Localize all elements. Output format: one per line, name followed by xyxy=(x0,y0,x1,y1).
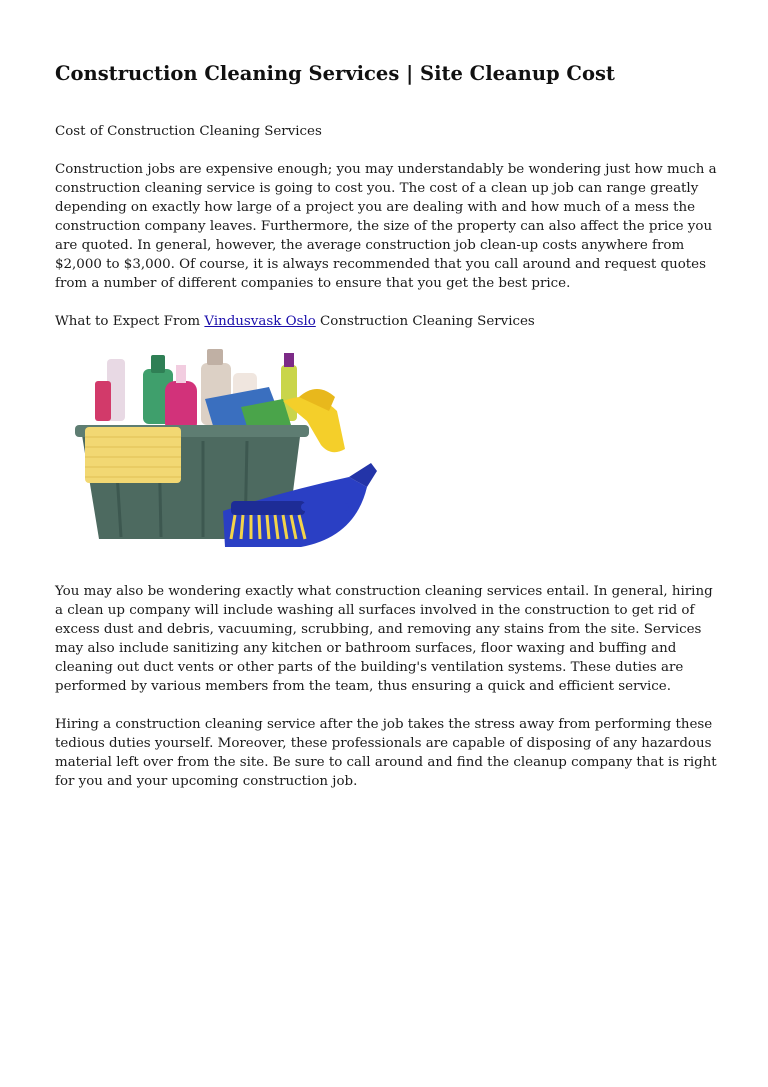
cleaning-supplies-icon xyxy=(55,341,385,563)
section-subtitle: Cost of Construction Cleaning Services xyxy=(55,124,322,139)
paragraph-services: You may also be wondering exactly what construction cleaning services entail. In general, hiring a clean up company will include washing all surfaces involved in the construction to get rid of excess dust and debris, vacuuming, scrubbing, and removing any stains from the site. Services may also include sanitizing any kitchen or bathroom surfaces, floor waxing and buffing and cleaning out duct vents or other parts of the building's ventilation systems. These duties are performed by various members from the team, thus ensuring a quick and efficient service. xyxy=(55,584,713,694)
paragraph-cost: Construction jobs are expensive enough; you may understandably be wondering just how much a construction cleaning service is going to cost you. The cost of a clean up job can range greatly depending on exactly how large of a project you are dealing with and how much of a mess the construction company leaves. Furthermore, the size of the property can also affect the price you are quoted. In general, however, the average construction job clean-up costs anywhere from $2,000 to $3,000. Of course, it is always recommended that you call around and request quotes from a number of different companies to ensure that you get the best price. xyxy=(55,162,717,291)
paragraph-hiring: Hiring a construction cleaning service after the job takes the stress away from performing these tedious duties yourself. Moreover, these professionals are capable of disposing of any hazardous material left over from the site. Be sure to call around and find the cleanup company that is right for you and your upcoming construction job. xyxy=(55,717,717,789)
vindusvask-oslo-link[interactable]: Vindusvask Oslo xyxy=(204,314,316,329)
page-title: Construction Cleaning Services | Site Cleanup Cost xyxy=(55,62,615,85)
expect-suffix: Construction Cleaning Services xyxy=(315,314,535,329)
cleaning-supplies-image xyxy=(55,341,385,563)
expect-prefix: What to Expect From xyxy=(55,314,205,329)
document-page xyxy=(55,60,717,791)
expect-heading xyxy=(55,312,717,331)
